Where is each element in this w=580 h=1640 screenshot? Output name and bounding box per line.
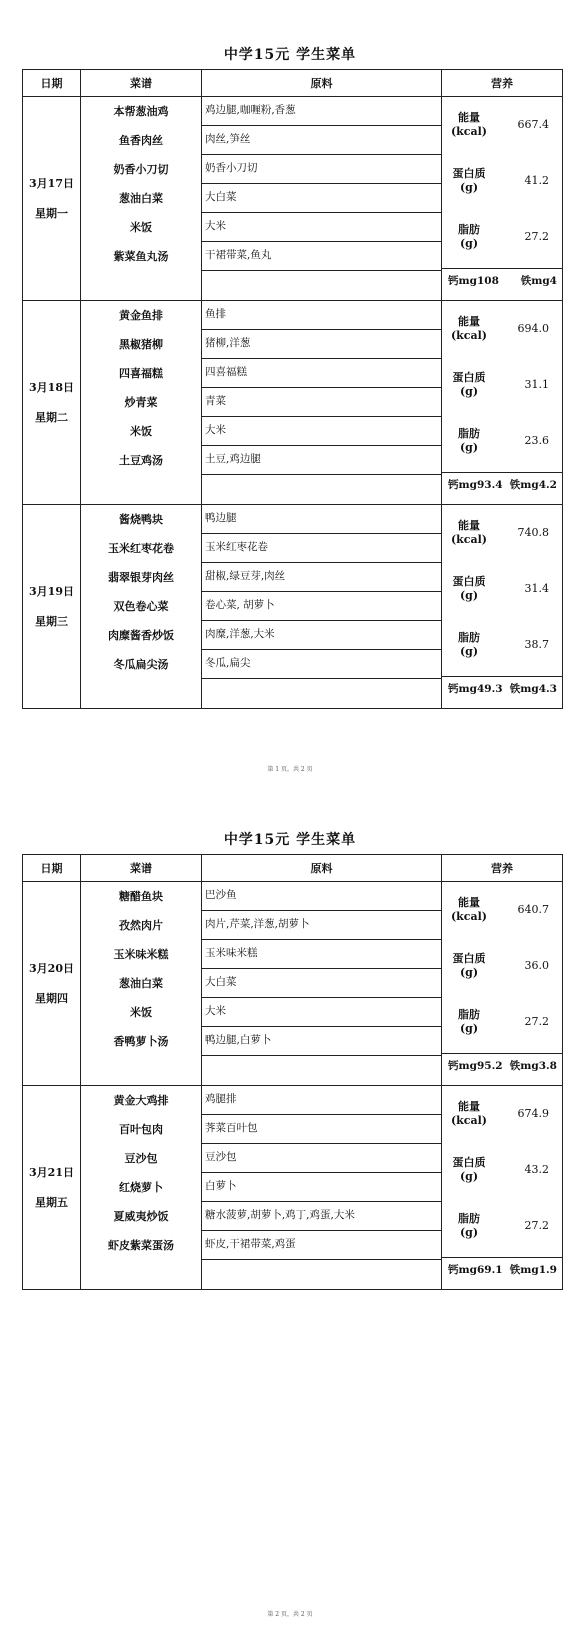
protein-value: 31.1	[524, 378, 549, 391]
ingredient-line: 白萝卜	[202, 1173, 441, 1202]
energy-row	[442, 896, 563, 950]
ingredient-line: 鱼排	[202, 301, 441, 330]
ingredient-line: 肉片,芹菜,洋葱,胡萝卜	[202, 911, 441, 940]
dish-name: 酱烧鸭块	[119, 513, 163, 526]
fat-unit: (g)	[459, 441, 479, 454]
ingredients-cell	[202, 882, 442, 1086]
header-dish: 菜谱	[81, 855, 202, 882]
ingredients-cell	[202, 505, 442, 709]
protein-value: 31.4	[524, 582, 549, 595]
protein-row	[442, 1156, 563, 1210]
ingredient-line: 糖水菠萝,胡萝卜,鸡丁,鸡蛋,大米	[202, 1202, 441, 1231]
minerals-row	[442, 268, 563, 293]
calcium-value: 钙mg69.1	[448, 1264, 503, 1276]
dish-name: 本帮葱油鸡	[113, 105, 169, 118]
day-date: 3月17日	[29, 176, 74, 190]
header-ingredients: 原料	[202, 855, 442, 882]
calcium-value: 钙mg93.4	[448, 479, 503, 491]
dish-name: 冬瓜扁尖汤	[113, 658, 169, 671]
ingredient-line: 干裙带菜,鱼丸	[202, 242, 441, 271]
dish-name: 豆沙包	[124, 1152, 158, 1165]
energy-unit: (kcal)	[450, 329, 488, 342]
ingredient-line: 玉米红枣花卷	[202, 534, 441, 563]
energy-label	[450, 1100, 488, 1128]
dish-name: 翡翠银芽肉丝	[108, 571, 174, 584]
fat-value: 23.6	[524, 434, 549, 447]
ingredient-line: 大米	[202, 213, 441, 242]
nutrition-panel	[442, 97, 562, 293]
date-cell	[23, 882, 81, 1086]
dish-list	[81, 886, 201, 1060]
dish-name: 黄金鱼排	[119, 309, 163, 322]
dish-cell	[81, 301, 202, 505]
ingredient-line	[202, 679, 441, 708]
dish-name: 红烧萝卜	[119, 1181, 163, 1194]
calcium-value: 钙mg95.2	[448, 1060, 503, 1072]
ingredient-line: 豆沙包	[202, 1144, 441, 1173]
ingredient-line: 鸭边腿,白萝卜	[202, 1027, 441, 1056]
fat-label-text: 脂肪	[458, 427, 480, 440]
ingredient-line	[202, 1260, 441, 1289]
dish-name: 葱油白菜	[119, 977, 163, 990]
energy-label-text: 能量	[458, 519, 480, 532]
protein-label-text: 蛋白质	[452, 371, 486, 384]
ingredients-cell	[202, 1086, 442, 1290]
fat-label-text: 脂肪	[458, 1008, 480, 1021]
dish-name: 肉糜酱香炒饭	[108, 629, 174, 642]
energy-unit: (kcal)	[450, 533, 488, 546]
dish-list	[81, 1090, 201, 1264]
ingredients-cell	[202, 97, 442, 301]
ingredient-line: 土豆,鸡边腿	[202, 446, 441, 475]
dish-list	[81, 101, 201, 275]
page-footer: 第 2 页，共 2 页	[267, 1611, 313, 1618]
ingredients-list	[202, 97, 441, 300]
fat-label-text: 脂肪	[458, 631, 480, 644]
dish-name: 紫菜鱼丸汤	[113, 250, 169, 263]
ingredient-line: 巴沙鱼	[202, 882, 441, 911]
ingredient-line: 鸡边腿,咖喱粉,香葱	[202, 97, 441, 126]
protein-row	[442, 371, 563, 425]
energy-row	[442, 315, 563, 369]
fat-unit: (g)	[459, 1226, 479, 1239]
protein-unit: (g)	[459, 181, 479, 194]
energy-value: 694.0	[517, 322, 549, 335]
nutrition-cell	[442, 97, 563, 301]
fat-value: 27.2	[524, 1015, 549, 1028]
date-cell	[23, 505, 81, 709]
ingredient-line: 玉米味米糕	[202, 940, 441, 969]
header-dish: 菜谱	[81, 70, 202, 97]
energy-unit: (kcal)	[450, 910, 488, 923]
ingredient-line: 肉糜,洋葱,大米	[202, 621, 441, 650]
date-cell	[23, 301, 81, 505]
nutrition-panel	[442, 1086, 562, 1282]
dish-name: 黄金大鸡排	[113, 1094, 169, 1107]
date-cell	[23, 97, 81, 301]
dish-list	[81, 509, 201, 683]
energy-label	[450, 519, 488, 547]
dish-name: 米饭	[130, 425, 152, 438]
nutrition-cell	[442, 301, 563, 505]
ingredient-line: 奶香小刀切	[202, 155, 441, 184]
protein-label	[450, 575, 488, 603]
ingredients-cell	[202, 301, 442, 505]
protein-label	[450, 1156, 488, 1184]
menu-table	[22, 854, 563, 1290]
fat-value: 27.2	[524, 1219, 549, 1232]
protein-row	[442, 167, 563, 221]
energy-value: 667.4	[517, 118, 549, 131]
fat-label	[450, 1008, 488, 1036]
protein-unit: (g)	[459, 1170, 479, 1183]
dish-name: 四喜福糕	[119, 367, 163, 380]
ingredient-line	[202, 271, 441, 300]
dish-name: 玉米红枣花卷	[108, 542, 174, 555]
energy-row	[442, 519, 563, 573]
iron-value: 铁mg3.8	[509, 1060, 557, 1072]
nutrition-cell	[442, 1086, 563, 1290]
ingredient-line: 大米	[202, 417, 441, 446]
energy-label	[450, 896, 488, 924]
date-cell	[23, 1086, 81, 1290]
minerals-row	[442, 1053, 563, 1078]
protein-label-text: 蛋白质	[452, 1156, 486, 1169]
menu-table	[22, 69, 563, 709]
day-date: 3月21日	[29, 1165, 74, 1179]
nutrition-cell	[442, 882, 563, 1086]
calcium-value: 钙mg108	[448, 275, 499, 287]
fat-value: 27.2	[524, 230, 549, 243]
minerals-row	[442, 676, 563, 701]
dish-name: 黑椒猪柳	[119, 338, 163, 351]
dish-cell	[81, 882, 202, 1086]
protein-value: 41.2	[524, 174, 549, 187]
ingredient-line: 鸭边腿	[202, 505, 441, 534]
dish-name: 虾皮紫菜蛋汤	[108, 1239, 174, 1252]
energy-value: 640.7	[517, 903, 549, 916]
dish-name: 双色卷心菜	[113, 600, 169, 613]
page-footer: 第 1 页，共 2 页	[267, 766, 313, 773]
fat-value: 38.7	[524, 638, 549, 651]
ingredients-list	[202, 882, 441, 1085]
page-title: 中学15元 学生菜单	[223, 832, 357, 848]
energy-label	[450, 315, 488, 343]
fat-label	[450, 223, 488, 251]
fat-unit: (g)	[459, 237, 479, 250]
fat-label-text: 脂肪	[458, 223, 480, 236]
protein-label-text: 蛋白质	[452, 952, 486, 965]
day-row	[23, 301, 563, 505]
dish-name: 炒青菜	[124, 396, 158, 409]
protein-label	[450, 167, 488, 195]
ingredient-line	[202, 1056, 441, 1085]
ingredient-line: 肉丝,笋丝	[202, 126, 441, 155]
ingredient-line: 大米	[202, 998, 441, 1027]
energy-unit: (kcal)	[450, 1114, 488, 1127]
energy-value: 674.9	[517, 1107, 549, 1120]
energy-label-text: 能量	[458, 315, 480, 328]
nutrition-panel	[442, 301, 562, 497]
nutrition-panel	[442, 505, 562, 701]
day-row	[23, 505, 563, 709]
ingredient-line: 青菜	[202, 388, 441, 417]
header-date: 日期	[23, 855, 81, 882]
page-title: 中学15元 学生菜单	[223, 47, 357, 63]
ingredient-line: 卷心菜, 胡萝卜	[202, 592, 441, 621]
protein-unit: (g)	[459, 385, 479, 398]
energy-label-text: 能量	[458, 111, 480, 124]
header-nutrition: 营养	[442, 855, 563, 882]
nutrition-panel	[442, 882, 562, 1078]
iron-value: 铁mg4	[520, 275, 557, 287]
dish-name: 百叶包肉	[119, 1123, 163, 1136]
dish-name: 玉米味米糕	[113, 948, 169, 961]
protein-unit: (g)	[459, 589, 479, 602]
day-weekday: 星期五	[35, 1195, 68, 1209]
day-row	[23, 1086, 563, 1290]
fat-label	[450, 1212, 488, 1240]
ingredient-line: 大白菜	[202, 969, 441, 998]
dish-name: 鱼香肉丝	[119, 134, 163, 147]
fat-label	[450, 631, 488, 659]
day-weekday: 星期四	[35, 991, 68, 1005]
ingredient-line: 四喜福糕	[202, 359, 441, 388]
day-date: 3月18日	[29, 380, 74, 394]
energy-value: 740.8	[517, 526, 549, 539]
protein-row	[442, 952, 563, 1006]
protein-label-text: 蛋白质	[452, 167, 486, 180]
dish-name: 葱油白菜	[119, 192, 163, 205]
ingredients-list	[202, 301, 441, 504]
day-date: 3月19日	[29, 584, 74, 598]
protein-unit: (g)	[459, 966, 479, 979]
fat-label-text: 脂肪	[458, 1212, 480, 1225]
header-date: 日期	[23, 70, 81, 97]
dish-name: 孜然肉片	[119, 919, 163, 932]
energy-label	[450, 111, 488, 139]
dish-list	[81, 305, 201, 479]
protein-label-text: 蛋白质	[452, 575, 486, 588]
day-row	[23, 97, 563, 301]
day-weekday: 星期三	[35, 614, 68, 628]
iron-value: 铁mg4.2	[509, 479, 557, 491]
dish-name: 米饭	[130, 221, 152, 234]
nutrition-cell	[442, 505, 563, 709]
ingredient-line: 冬瓜,扁尖	[202, 650, 441, 679]
energy-unit: (kcal)	[450, 125, 488, 138]
dish-cell	[81, 97, 202, 301]
ingredients-list	[202, 1086, 441, 1289]
ingredient-line	[202, 475, 441, 504]
minerals-row	[442, 1257, 563, 1282]
ingredient-line: 鸡腿排	[202, 1086, 441, 1115]
day-weekday: 星期二	[35, 410, 68, 424]
dish-name: 奶香小刀切	[113, 163, 169, 176]
dish-cell	[81, 505, 202, 709]
day-weekday: 星期一	[35, 206, 68, 220]
energy-label-text: 能量	[458, 896, 480, 909]
header-ingredients: 原料	[202, 70, 442, 97]
protein-value: 43.2	[524, 1163, 549, 1176]
day-date: 3月20日	[29, 961, 74, 975]
ingredient-line: 甜椒,绿豆芽,肉丝	[202, 563, 441, 592]
energy-row	[442, 111, 563, 165]
protein-value: 36.0	[524, 959, 549, 972]
dish-name: 土豆鸡汤	[119, 454, 163, 467]
ingredient-line: 虾皮,干裙带菜,鸡蛋	[202, 1231, 441, 1260]
day-row	[23, 882, 563, 1086]
iron-value: 铁mg4.3	[509, 683, 557, 695]
dish-name: 香鸭萝卜汤	[113, 1035, 169, 1048]
header-nutrition: 营养	[442, 70, 563, 97]
ingredient-line: 荠菜百叶包	[202, 1115, 441, 1144]
dish-name: 米饭	[130, 1006, 152, 1019]
protein-label	[450, 952, 488, 980]
protein-row	[442, 575, 563, 629]
protein-label	[450, 371, 488, 399]
dish-name: 糖醋鱼块	[119, 890, 163, 903]
dish-cell	[81, 1086, 202, 1290]
iron-value: 铁mg1.9	[509, 1264, 557, 1276]
fat-unit: (g)	[459, 1022, 479, 1035]
calcium-value: 钙mg49.3	[448, 683, 503, 695]
fat-unit: (g)	[459, 645, 479, 658]
energy-row	[442, 1100, 563, 1154]
fat-label	[450, 427, 488, 455]
ingredient-line: 大白菜	[202, 184, 441, 213]
dish-name: 夏威夷炒饭	[113, 1210, 169, 1223]
minerals-row	[442, 472, 563, 497]
energy-label-text: 能量	[458, 1100, 480, 1113]
ingredient-line: 猪柳,洋葱	[202, 330, 441, 359]
ingredients-list	[202, 505, 441, 708]
